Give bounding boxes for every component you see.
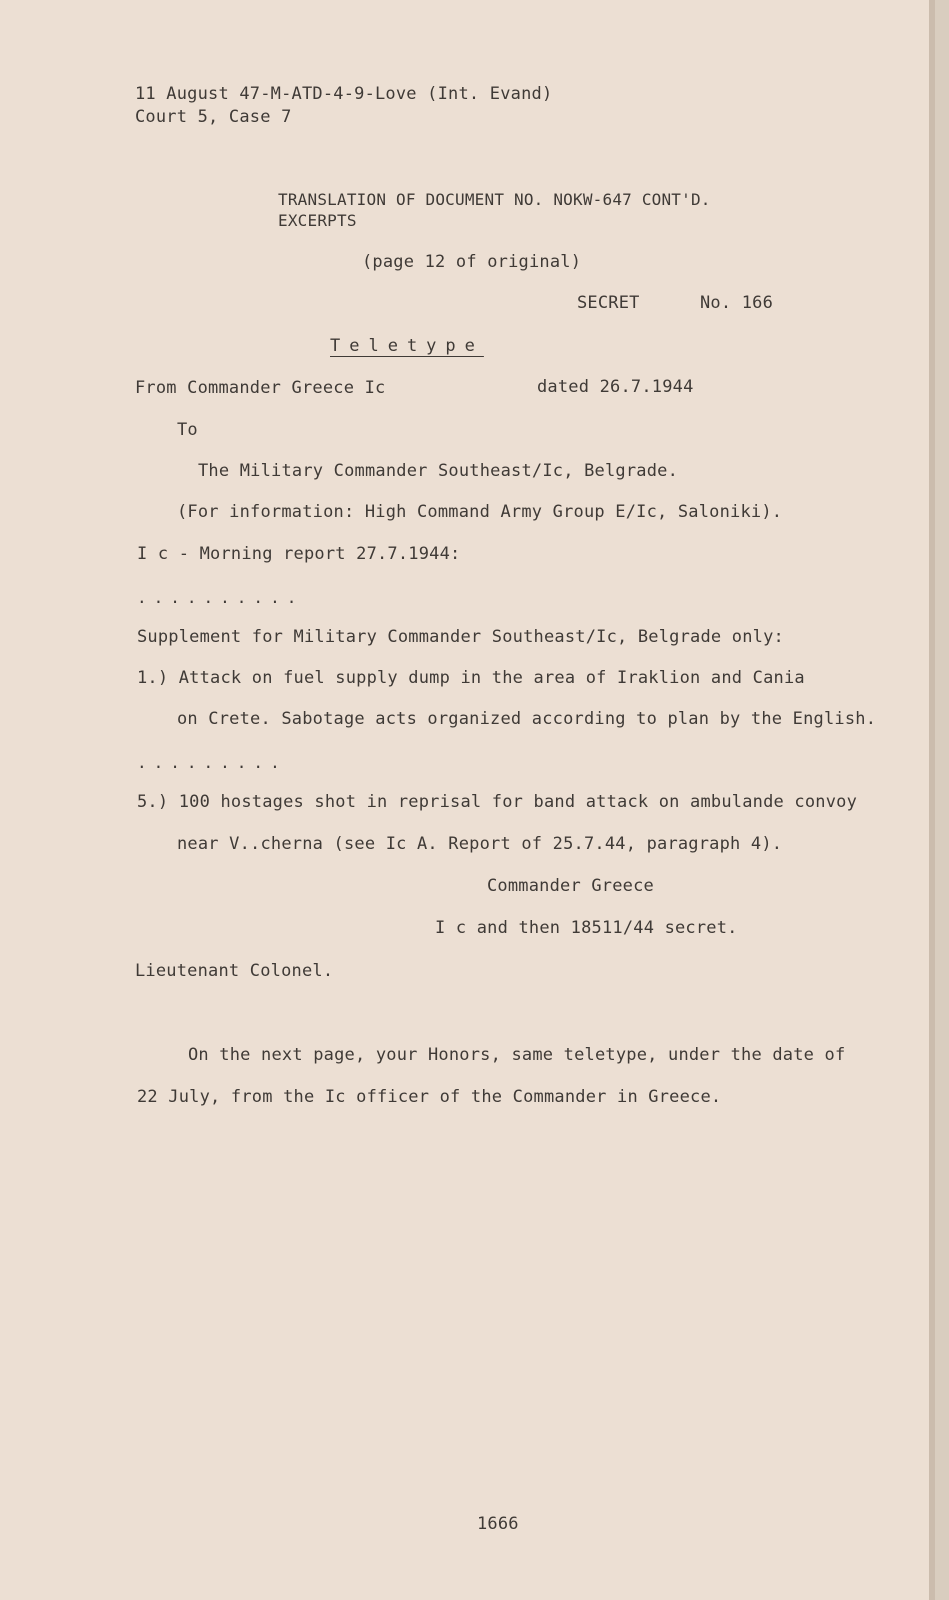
rank-line: Lieutenant Colonel. (135, 961, 334, 981)
addressee-line: The Military Commander Southeast/Ic, Belgrade. (198, 461, 679, 481)
report-title: I c - Morning report 27.7.1944: (137, 544, 461, 564)
item-5-line-1: 5.) 100 hostages shot in reprisal for band attack on ambulande convoy (137, 792, 858, 812)
omission-dots-2: ......... (137, 753, 287, 772)
omission-dots-1: .......... (137, 588, 304, 607)
page-reference: (page 12 of original) (362, 252, 582, 272)
to-line: To (177, 420, 198, 440)
title-line-2: EXCERPTS (278, 211, 357, 230)
item-1-line-2: on Crete. Sabotage acts organized according to plan by the English. (177, 709, 877, 729)
closing-line-1: On the next page, your Honors, same teletype, under the date of (188, 1045, 846, 1065)
page-number: 1666 (477, 1514, 519, 1534)
dated-line: dated 26.7.1944 (537, 377, 694, 397)
signature-reference: I c and then 18511/44 secret. (435, 918, 738, 938)
header-line-2: Court 5, Case 7 (135, 107, 292, 127)
document-number: No. 166 (700, 293, 774, 313)
title-line-1: TRANSLATION OF DOCUMENT NO. NOKW-647 CONT'D. (278, 190, 711, 209)
teletype-heading: Teletype (330, 336, 484, 356)
closing-line-2: 22 July, from the Ic officer of the Commander in Greece. (137, 1087, 722, 1107)
supplement-line: Supplement for Military Commander Southeast/Ic, Belgrade only: (137, 627, 784, 647)
header-line-1: 11 August 47-M-ATD-4-9-Love (Int. Evand) (135, 84, 553, 104)
for-information-line: (For information: High Command Army Group E/Ic, Saloniki). (177, 502, 783, 522)
item-1-line-1: 1.) Attack on fuel supply dump in the area of Iraklion and Cania (137, 668, 805, 688)
item-5-line-2: near V..cherna (see Ic A. Report of 25.7.44, paragraph 4). (177, 834, 783, 854)
classification-secret: SECRET (577, 293, 640, 313)
from-line: From Commander Greece Ic (135, 378, 386, 398)
signature-commander: Commander Greece (487, 876, 654, 896)
